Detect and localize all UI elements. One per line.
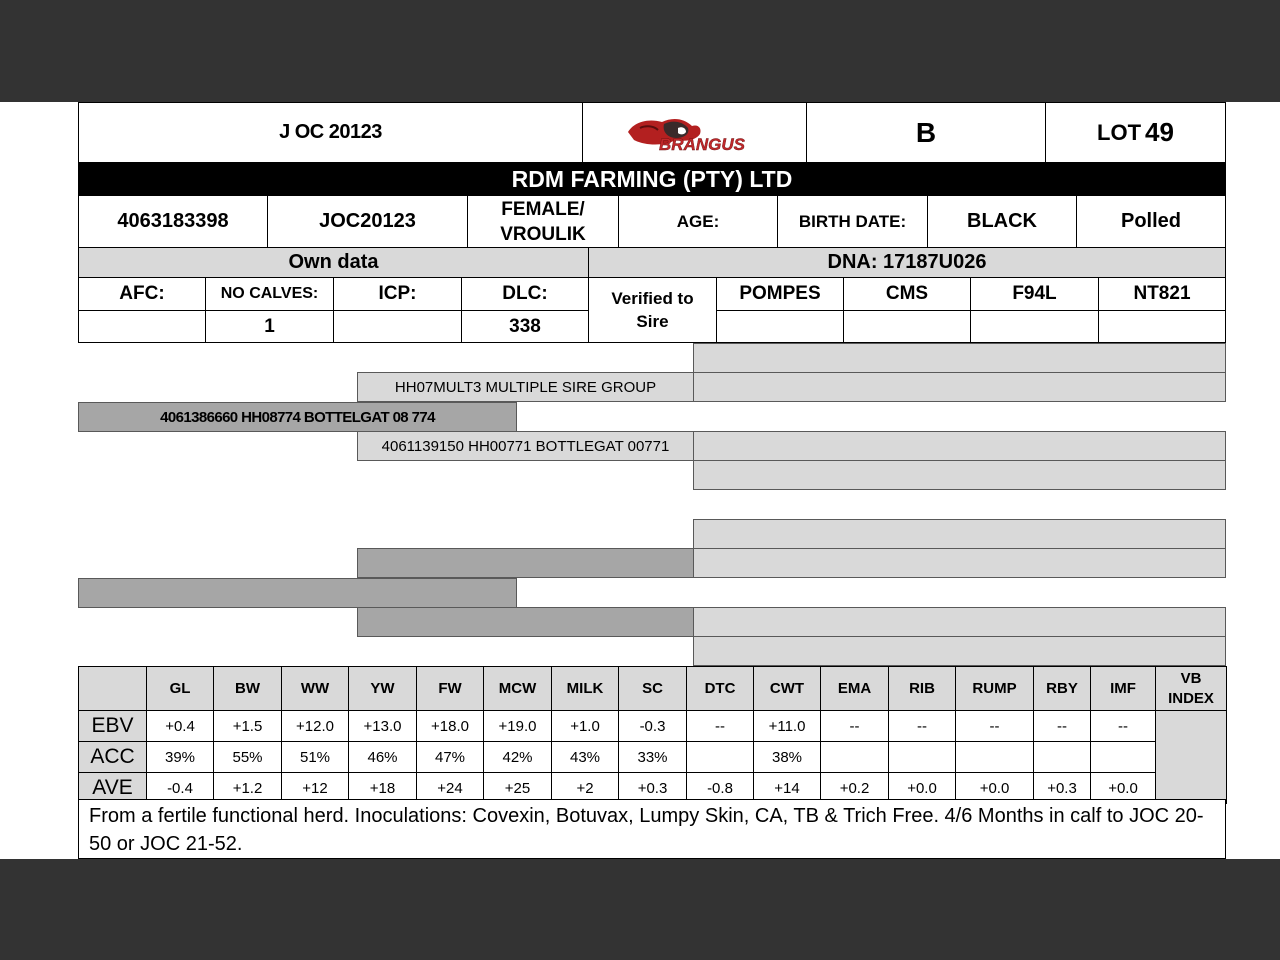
sire: 4061386660 HH08774 BOTTELGAT 08 774 [78,402,517,432]
pedigree-great-grandsire-2 [693,372,1226,402]
col-bw: BW [214,667,282,711]
acc-cell [687,742,754,773]
ebv-cell: +1.5 [214,711,282,742]
acc-cell: 46% [349,742,417,773]
ebv-header-row [79,667,1227,711]
ebv-cell: -0.3 [619,711,687,742]
acc-cell [956,742,1034,773]
colour-value: BLACK [927,195,1077,248]
sire-sire: HH07MULT3 MULTIPLE SIRE GROUP [357,372,694,402]
col-dtc: DTC [687,667,754,711]
icp-label: ICP: [333,277,462,311]
col-vb-index: VB INDEX [1156,667,1227,711]
acc-cell: 33% [619,742,687,773]
row-label-acc: ACC [79,742,147,773]
acc-cell: 47% [417,742,484,773]
icp-value [333,310,462,343]
acc-cell: 51% [282,742,349,773]
age-label: AGE: [618,195,778,248]
ave-cell: +0.0 [1091,773,1156,804]
dna-test-nt821: NT821 [1098,277,1226,311]
grade-badge: B [806,102,1046,163]
ave-cell: +1.2 [214,773,282,804]
dlc-value: 338 [461,310,589,343]
dna-result-f94l [970,310,1099,343]
acc-row [79,742,1227,773]
acc-cell [1091,742,1156,773]
dna-test-cms: CMS [843,277,971,311]
acc-cell: 55% [214,742,282,773]
acc-cell: 38% [754,742,821,773]
ave-cell: +14 [754,773,821,804]
ebv-cell: +18.0 [417,711,484,742]
acc-cell: 43% [552,742,619,773]
ebv-corner [79,667,147,711]
pedigree-great-granddam-3 [693,460,1226,490]
col-rby: RBY [1034,667,1091,711]
dna-heading: DNA: 17187U026 [588,247,1226,278]
sire-dam: 4061139150 HH00771 BOTTLEGAT 00771 [357,431,694,461]
vb-index-value [1156,711,1227,804]
brangus-logo [582,102,807,163]
ebv-cell: +12.0 [282,711,349,742]
dlc-label: DLC: [461,277,589,311]
ebv-cell: +19.0 [484,711,552,742]
afc-label: AFC: [78,277,206,311]
calves-label: NO CALVES: [205,277,334,311]
ave-cell: +18 [349,773,417,804]
col-milk: MILK [552,667,619,711]
acc-cell [1034,742,1091,773]
ebv-row [79,711,1227,742]
col-gl: GL [147,667,214,711]
ebv-cell: -- [1091,711,1156,742]
ebv-cell: -- [687,711,754,742]
col-cwt: CWT [754,667,821,711]
acc-cell: 39% [147,742,214,773]
col-fw: FW [417,667,484,711]
row-label-ebv: EBV [79,711,147,742]
horn-status: Polled [1076,195,1226,248]
ebv-cell: +11.0 [754,711,821,742]
ebv-cell: +0.4 [147,711,214,742]
pedigree-great-granddam-5 [693,636,1226,666]
calves-value: 1 [205,310,334,343]
own-data-heading: Own data [78,247,589,278]
lot-value: 49 [1145,117,1174,147]
ave-cell: +0.0 [956,773,1034,804]
ave-cell: +2 [552,773,619,804]
animal-id: 4063183398 [78,195,268,248]
acc-cell [889,742,956,773]
col-sc: SC [619,667,687,711]
animal-sex: FEMALE/ VROULIK [467,195,619,248]
pedigree-great-grandsire-5 [693,607,1226,637]
lot-number [1045,102,1226,163]
ave-cell: -0.4 [147,773,214,804]
dam-dam [357,607,694,637]
birth-date-label: BIRTH DATE: [777,195,928,248]
animal-joc: JOC20123 [267,195,468,248]
dam-sire [357,548,694,578]
dna-result-pompes [716,310,844,343]
dam [78,578,517,608]
ave-cell: +24 [417,773,484,804]
col-rump: RUMP [956,667,1034,711]
brangus-logo-text: BRANGUS [658,134,745,154]
pedigree-great-grandsire-3 [693,431,1226,461]
ave-cell: +12 [282,773,349,804]
ave-cell: +0.0 [889,773,956,804]
ebv-cell: -- [889,711,956,742]
ebv-cell: -- [1034,711,1091,742]
ebv-cell: -- [956,711,1034,742]
pedigree-great-grandsire-1 [693,343,1226,373]
acc-cell: 42% [484,742,552,773]
dna-test-f94l: F94L [970,277,1099,311]
ave-cell: +0.2 [821,773,889,804]
col-ema: EMA [821,667,889,711]
col-mcw: MCW [484,667,552,711]
row-label-ave: AVE [79,773,147,804]
col-rib: RIB [889,667,956,711]
col-imf: IMF [1091,667,1156,711]
ebv-cell: -- [821,711,889,742]
ave-cell: +0.3 [619,773,687,804]
acc-cell [821,742,889,773]
pedigree-great-grandsire-4 [693,519,1226,549]
joc-header: J OC 20123 [78,102,583,163]
ave-cell: +25 [484,773,552,804]
verified-to-sire: Verified to Sire [588,277,717,343]
afc-value [78,310,206,343]
dna-result-cms [843,310,971,343]
owner-name: RDM FARMING (PTY) LTD [78,163,1226,195]
ebv-cell: +13.0 [349,711,417,742]
col-yw: YW [349,667,417,711]
bull-logo-icon [620,108,770,158]
dna-result-nt821 [1098,310,1226,343]
pedigree-great-granddam-4 [693,548,1226,578]
ave-cell: +0.3 [1034,773,1091,804]
remarks-text: From a fertile functional herd. Inoculations: Covexin, Botuvax, Lumpy Skin, CA, TB & Trich Free. 4/6 Months in calf to JOC 20-50 or JOC 21-52. [78,799,1226,859]
lot-label: LOT [1097,119,1142,145]
dna-test-pompes: POMPES [716,277,844,311]
ebv-cell: +1.0 [552,711,619,742]
ebv-table [78,666,1227,804]
col-ww: WW [282,667,349,711]
ave-cell: -0.8 [687,773,754,804]
